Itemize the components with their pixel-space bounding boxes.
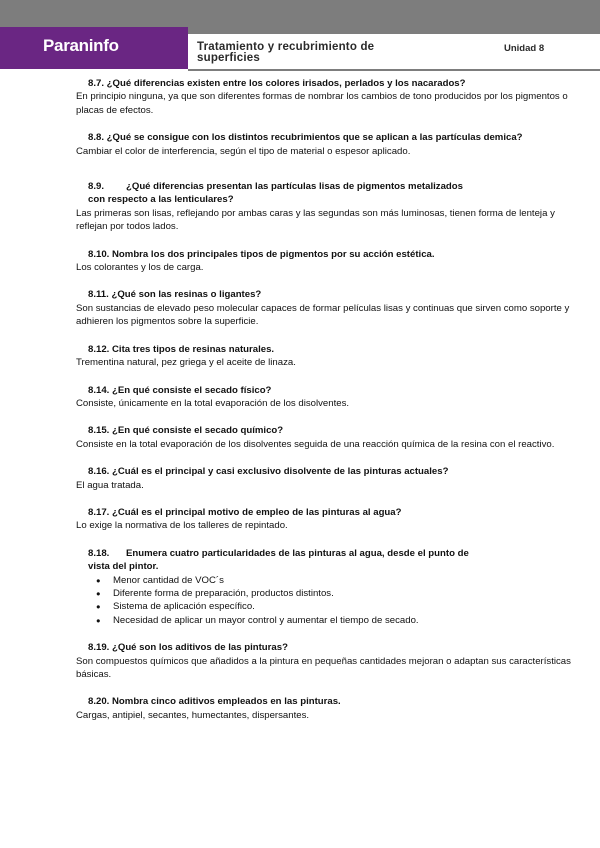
chapter-title-box <box>188 34 488 69</box>
page-header <box>0 27 600 71</box>
answer: Las primeras son lisas, reflejando por ambas caras y las segundas son más luminosas, tienen forma de lenteja y reflejan por todos lados. <box>76 207 555 233</box>
answer: Son compuestos químicos que añadidos a la pintura en pequeñas cantidades mejoran o adaptan sus características básicas. <box>76 655 571 680</box>
bullet-item: ● Menor cantidad de VOC´s <box>96 574 576 587</box>
answer: Cambiar el color de interferencia, según el tipo de material o espesor aplicado. <box>76 145 411 157</box>
qa-item <box>76 695 576 722</box>
bullet-item: ● Necesidad de aplicar un mayor control y aumentar el tiempo de secado. <box>96 614 576 627</box>
qa-item <box>76 641 576 681</box>
qa-item <box>76 248 576 275</box>
question: 8.11. ¿Qué son las resinas o ligantes? <box>88 289 262 301</box>
question: 8.19. ¿Qué son los aditivos de las pinturas? <box>88 642 288 654</box>
bullet-list <box>76 574 576 628</box>
question-text: ¿Qué diferencias presentan las partículas lisas de pigmentos metalizados <box>126 181 463 193</box>
qa-item <box>76 77 576 117</box>
answer: Consiste, únicamente en la total evaporación de los disolventes. <box>76 397 350 409</box>
question-continuation: con respecto a las lenticulares? <box>88 194 234 206</box>
question-text: Enumera cuatro particularidades de las pinturas al agua, desde el punto de <box>126 547 469 559</box>
answer: El agua tratada. <box>76 479 144 491</box>
qa-item <box>76 384 576 411</box>
unit-box <box>497 40 575 56</box>
question: 8.7. ¿Qué diferencias existen entre los colores irisados, perlados y los nacarados? <box>88 78 466 89</box>
question: 8.15. ¿En qué consiste el secado químico? <box>88 425 284 437</box>
qa-item <box>76 180 576 234</box>
question-number: 8.18. <box>88 547 110 559</box>
unit-label: Unidad 8 <box>504 43 545 54</box>
answer: Cargas, antipiel, secantes, humectantes, dispersantes. <box>76 709 310 721</box>
qa-item <box>76 424 576 451</box>
question <box>88 180 576 207</box>
question: 8.17. ¿Cuál es el principal motivo de empleo de las pinturas al agua? <box>88 506 402 518</box>
question-continuation: vista del pintor. <box>88 561 159 573</box>
bullet-item: ● Diferente forma de preparación, productos distintos. <box>96 587 576 600</box>
answer: Los colorantes y los de carga. <box>76 262 204 274</box>
qa-item <box>76 547 576 627</box>
qa-item <box>76 288 576 328</box>
qa-item <box>76 465 576 492</box>
question: 8.10. Nombra los dos principales tipos de pigmentos por su acción estética. <box>88 248 435 260</box>
question-number: 8.9. <box>88 181 105 193</box>
answer: Trementina natural, pez griega y el aceite de linaza. <box>76 357 296 369</box>
qa-content <box>76 77 576 736</box>
chapter-title: Tratamiento y recubrimiento de superficies <box>197 41 375 64</box>
qa-item <box>76 506 576 533</box>
question <box>88 547 576 574</box>
question: 8.16. ¿Cuál es el principal y casi exclusivo disolvente de las pinturas actuales? <box>88 466 449 478</box>
logo-text: Paraninfo <box>43 36 119 55</box>
question: 8.12. Cita tres tipos de resinas naturales. <box>88 343 275 355</box>
question: 8.14. ¿En qué consiste el secado físico? <box>88 384 272 396</box>
question: 8.8. ¿Qué se consigue con los distintos recubrimientos que se aplican a las partículas demica? <box>88 132 523 144</box>
answer: Consiste en la total evaporación de los disolventes seguida de una reacción química de la resina con el reactivo. <box>76 438 555 450</box>
publisher-logo <box>0 27 188 69</box>
answer: Son sustancias de elevado peso molecular capaces de formar películas lisas y continuas que sirven como soporte y adhieren los pigmentos sobre la superficie. <box>76 302 570 328</box>
answer: En principio ninguna, ya que son diferentes formas de nombrar los cambios de tono producidos por los pigmentos o placas de efectos. <box>76 91 568 116</box>
header-divider <box>188 69 600 71</box>
answer: Lo exige la normativa de los talleres de repintado. <box>76 520 288 532</box>
question: 8.20. Nombra cinco aditivos empleados en las pinturas. <box>88 696 341 708</box>
qa-item <box>76 343 576 370</box>
qa-item <box>76 131 576 158</box>
bullet-item: ● Sistema de aplicación específico. <box>96 600 576 613</box>
